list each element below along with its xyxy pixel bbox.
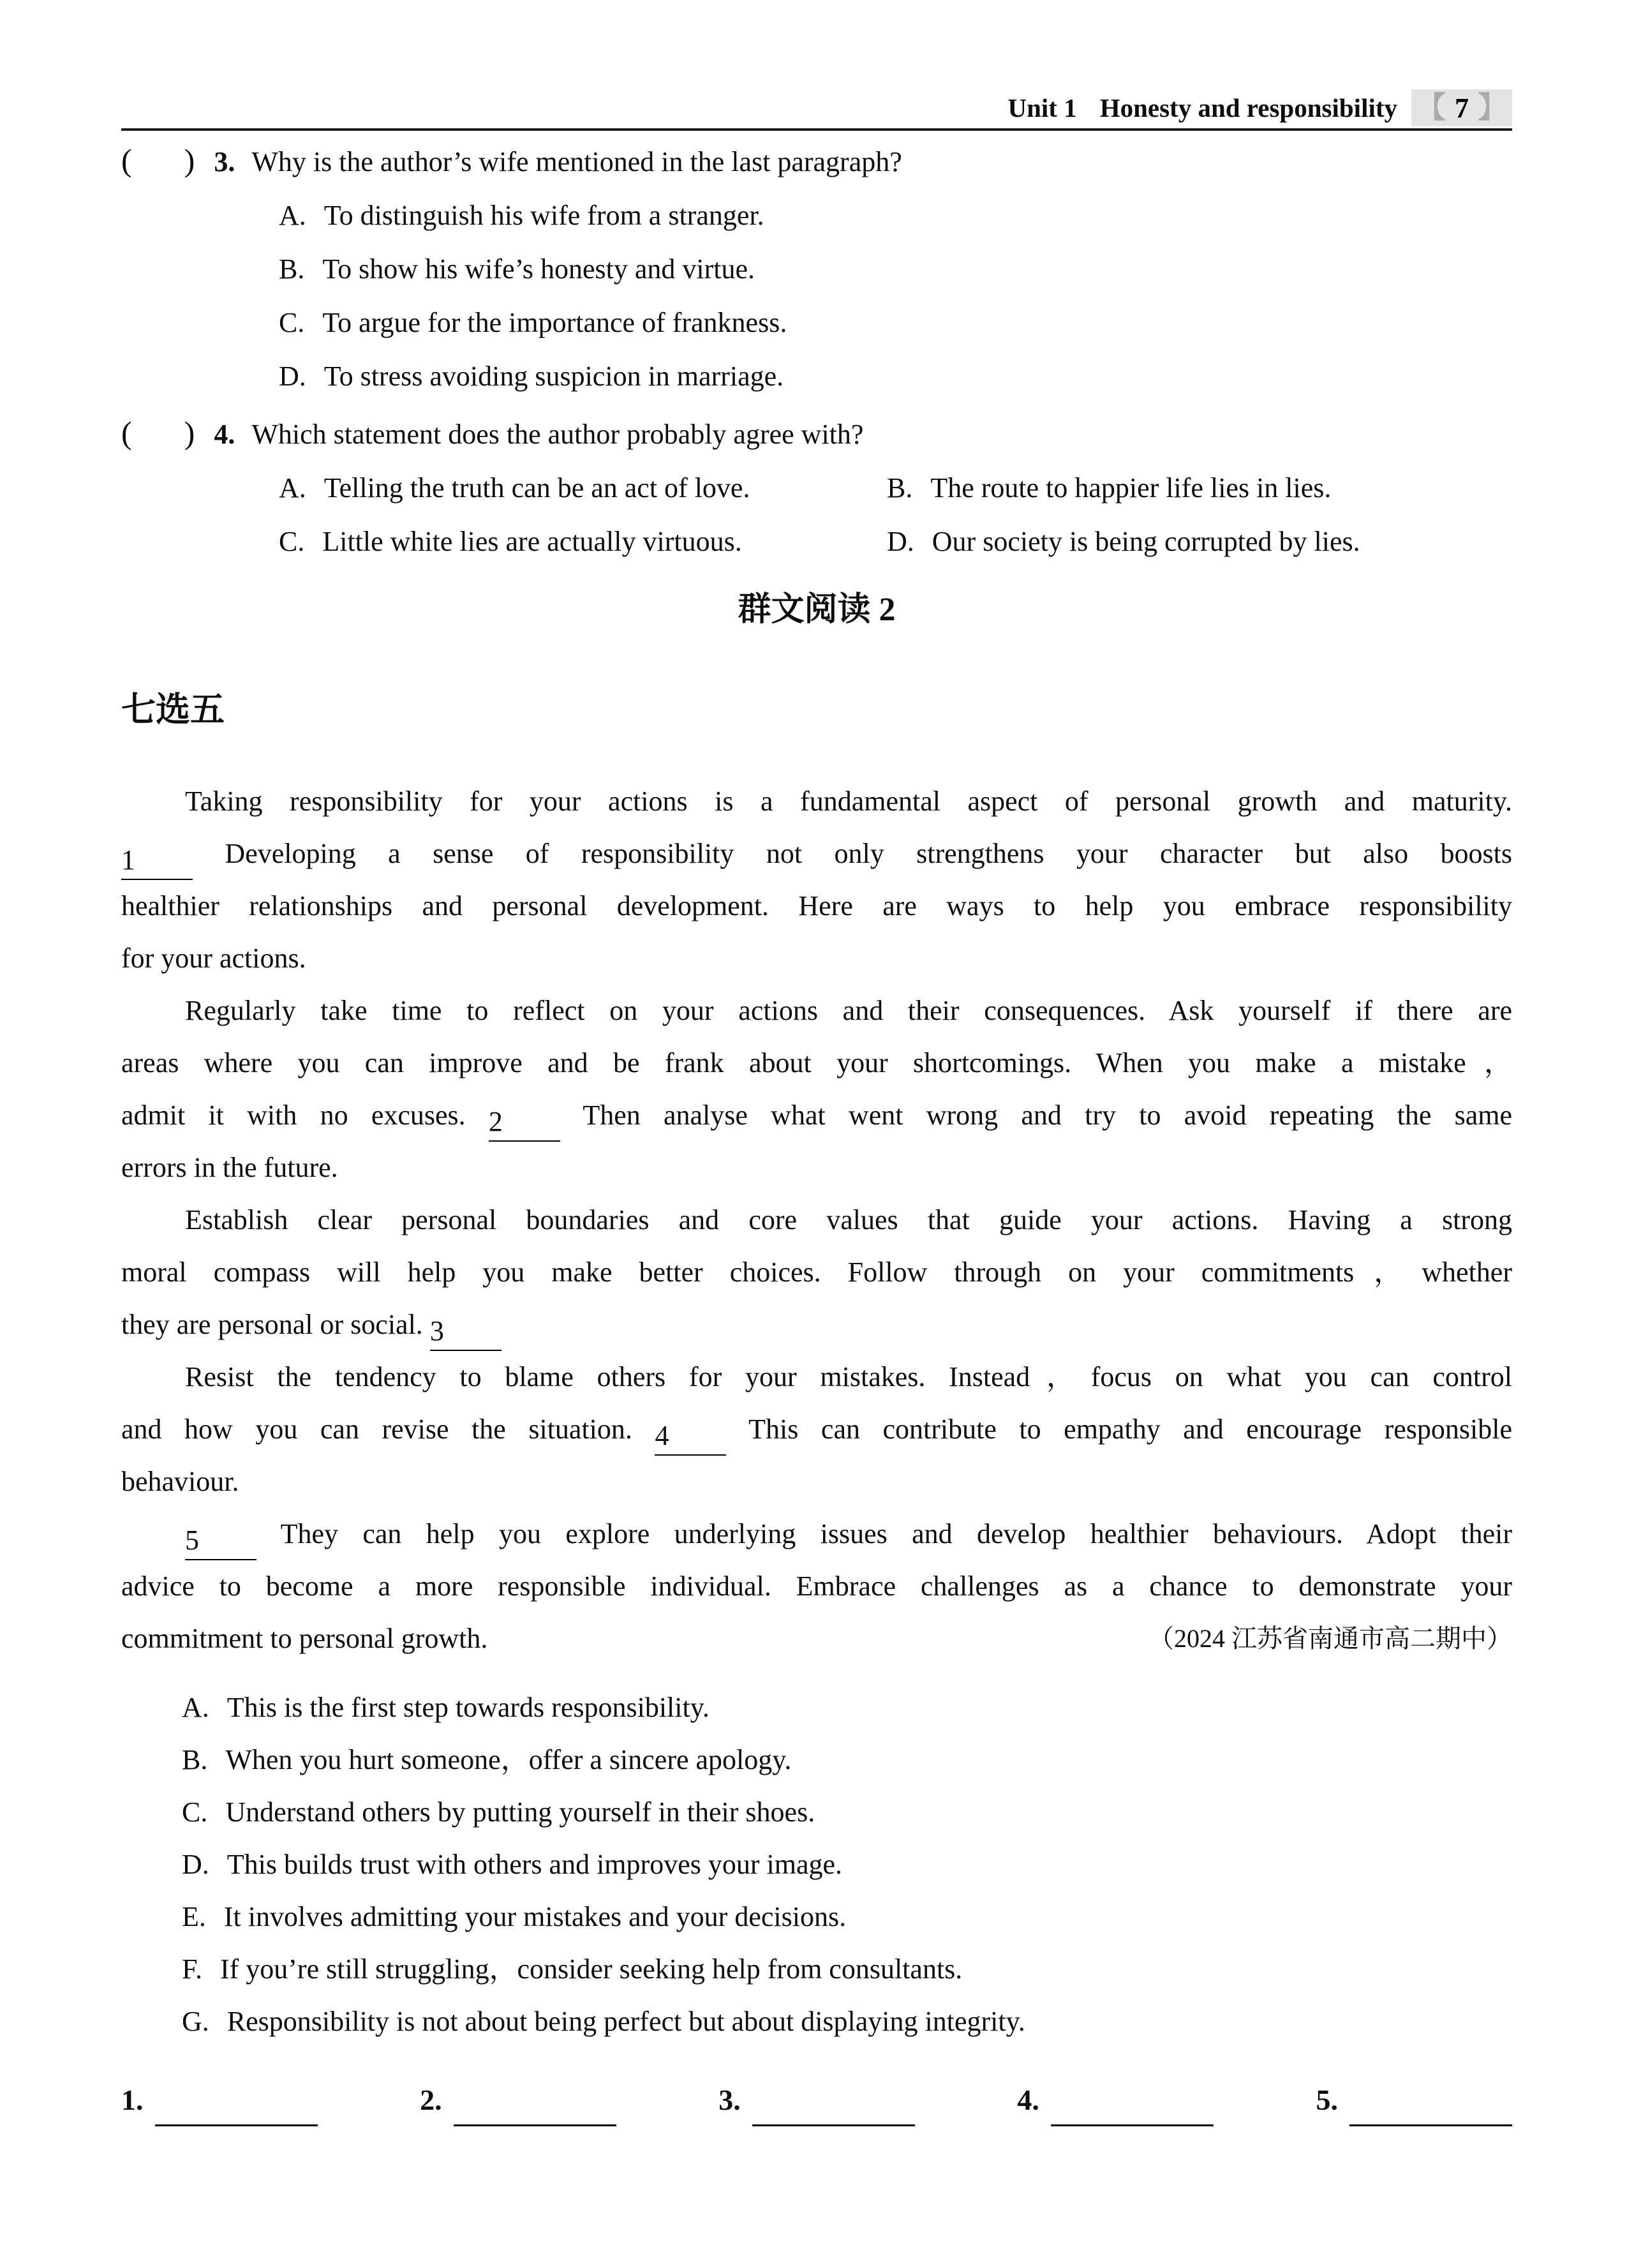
choice-label: F. <box>182 1953 202 1985</box>
option-text: Little white lies are actually virtuous. <box>322 526 742 557</box>
passage-line <box>121 1508 1512 1560</box>
option-label: B. <box>279 253 305 285</box>
option-text: To argue for the importance of frankness. <box>322 307 787 338</box>
answer-item-5 <box>1316 2081 1513 2126</box>
choice-d[interactable] <box>121 1839 1512 1891</box>
reading-passage <box>121 775 1512 1665</box>
passage-line: behaviour. <box>121 1466 239 1497</box>
passage-text: admit it with no excuses. <box>121 1100 466 1131</box>
option-text: The route to happier life lies in lies. <box>930 472 1332 504</box>
passage-line: moral compass will help you make better choices. Follow through on your commitments，whether <box>121 1257 1512 1288</box>
section-heading: 群文阅读 2 <box>738 592 896 628</box>
answer-number: 2. <box>420 2084 442 2116</box>
question-text: Why is the author’s wife mentioned in the last paragraph? <box>251 146 902 177</box>
gap-blank-1[interactable]: 1 <box>121 842 193 880</box>
exam-source-citation: （2024 江苏省南通市高二期中） <box>1148 1624 1512 1653</box>
page-number-badge <box>1411 89 1512 126</box>
choice-text: This is the first step towards responsibility. <box>227 1692 709 1723</box>
passage-line: Establish clear personal boundaries and core values that guide your actions. Having a strong <box>185 1204 1512 1235</box>
passage-text: This can contribute to empathy and encourage responsible <box>748 1414 1512 1445</box>
choice-a[interactable] <box>121 1682 1512 1734</box>
header-rule <box>121 128 1512 131</box>
passage-text: They can help you explore underlying issues and develop healthier behaviours. Adopt their <box>280 1518 1512 1549</box>
passage-last-line <box>121 1613 1512 1665</box>
answer-paren-open: ( <box>121 415 132 451</box>
choice-label: C. <box>182 1796 208 1828</box>
question-3 <box>121 133 1512 403</box>
passage-line <box>121 1403 1512 1456</box>
option-text: To stress avoiding suspicion in marriage. <box>323 361 784 392</box>
answer-blank-3[interactable] <box>752 2096 915 2126</box>
passage-text: and how you can revise the situation. <box>121 1414 632 1445</box>
question-number: 4. <box>214 419 235 450</box>
gap-blank-4[interactable]: 4 <box>655 1417 726 1456</box>
passage-line: Regularly take time to reflect on your actions and their consequences. Ask yourself if there are <box>185 995 1512 1026</box>
answer-item-3 <box>718 2081 915 2126</box>
choice-label: E. <box>182 1901 206 1932</box>
q4-option-row-1 <box>121 461 1512 515</box>
passage-line <box>121 1089 1512 1142</box>
question-3-stem <box>121 133 1512 189</box>
answer-item-1 <box>121 2081 318 2126</box>
passage-line: areas where you can improve and be frank about your shortcomings. When you make a mistake， <box>121 1047 1512 1078</box>
q3-option-b[interactable] <box>121 242 1512 296</box>
gap-blank-2[interactable]: 2 <box>489 1103 560 1142</box>
choice-g[interactable] <box>121 1996 1512 2048</box>
choice-text: This builds trust with others and improves your image. <box>227 1849 842 1880</box>
subsection-heading: 七选五 <box>121 690 225 729</box>
page-header <box>121 89 1512 126</box>
q4-option-c[interactable] <box>279 515 887 569</box>
choice-f[interactable] <box>121 1943 1512 1996</box>
q4-option-a[interactable] <box>279 461 887 515</box>
question-4 <box>121 406 1512 569</box>
option-label: D. <box>887 526 914 557</box>
choice-list <box>121 1682 1512 2048</box>
question-number: 3. <box>214 146 235 177</box>
choice-text: It involves admitting your mistakes and your decisions. <box>223 1901 847 1932</box>
option-text: To show his wife’s honesty and virtue. <box>322 253 755 285</box>
passage-text: they are personal or social. <box>121 1309 423 1340</box>
unit-title: Honesty and responsibility <box>1099 93 1397 123</box>
choice-text: When you hurt someone，offer a sincere apology. <box>225 1744 792 1775</box>
passage-line: for your actions. <box>121 943 306 974</box>
choice-text: Understand others by putting yourself in their shoes. <box>225 1796 815 1828</box>
question-text: Which statement does the author probably agree with? <box>251 419 864 450</box>
page-number: 7 <box>1455 92 1469 124</box>
answer-number: 1. <box>121 2084 144 2116</box>
choice-label: B. <box>182 1744 208 1775</box>
option-text: Our society is being corrupted by lies. <box>932 526 1360 557</box>
badge-right-bracket: 】 <box>1478 91 1507 124</box>
choice-e[interactable] <box>121 1891 1512 1943</box>
answer-paren-open: ( <box>121 142 132 178</box>
gap-blank-3[interactable]: 3 <box>430 1313 501 1351</box>
choice-text: Responsibility is not about being perfect but about displaying integrity. <box>227 2006 1025 2037</box>
choice-label: A. <box>182 1692 209 1723</box>
q3-option-a[interactable] <box>121 189 1512 242</box>
unit-label: Unit 1 <box>1007 93 1077 123</box>
option-label: C. <box>279 307 305 338</box>
option-text: To distinguish his wife from a stranger. <box>323 200 764 231</box>
answer-item-2 <box>420 2081 616 2126</box>
passage-line: advice to become a more responsible individual. Embrace challenges as a chance to demonstrate your <box>121 1570 1512 1602</box>
option-label: A. <box>279 200 306 231</box>
q4-option-b[interactable] <box>887 461 1331 515</box>
passage-line: errors in the future. <box>121 1152 338 1183</box>
option-label: C. <box>279 526 305 557</box>
passage-line: Taking responsibility for your actions is a fundamental aspect of personal growth and maturity. <box>185 786 1512 817</box>
answer-blank-5[interactable] <box>1349 2096 1512 2126</box>
badge-left-bracket: 【 <box>1416 91 1446 124</box>
passage-line: healthier relationships and personal development. Here are ways to help you embrace responsibility <box>121 890 1512 921</box>
passage-line: Resist the tendency to blame others for your mistakes. Instead，focus on what you can control <box>185 1361 1512 1392</box>
choice-b[interactable] <box>121 1734 1512 1786</box>
passage-line <box>121 828 1512 880</box>
answer-number: 5. <box>1316 2084 1338 2116</box>
passage-text: Developing a sense of responsibility not only strengthens your character but also boosts <box>225 838 1512 869</box>
q3-option-c[interactable] <box>121 296 1512 350</box>
passage-line <box>121 1299 1512 1351</box>
choice-label: D. <box>182 1849 209 1880</box>
gap-blank-5[interactable]: 5 <box>185 1522 256 1560</box>
q3-option-d[interactable] <box>121 350 1512 403</box>
question-4-stem <box>121 406 1512 461</box>
answer-paren-close: ) <box>184 415 195 451</box>
q4-option-row-2 <box>121 515 1512 569</box>
header-title <box>1007 93 1397 123</box>
option-label: A. <box>279 472 306 504</box>
answer-row <box>121 2081 1512 2126</box>
option-label: D. <box>279 361 306 392</box>
passage-text: commitment to personal growth. <box>121 1623 488 1654</box>
answer-blank-4[interactable] <box>1051 2096 1214 2126</box>
answer-blank-1[interactable] <box>155 2096 318 2126</box>
choice-c[interactable] <box>121 1786 1512 1839</box>
answer-number: 3. <box>718 2084 741 2116</box>
choice-label: G. <box>182 2006 209 2037</box>
q4-option-d[interactable] <box>887 515 1360 569</box>
passage-text: Then analyse what went wrong and try to avoid repeating the same <box>583 1100 1512 1131</box>
option-text: Telling the truth can be an act of love. <box>323 472 750 504</box>
answer-blank-2[interactable] <box>454 2096 616 2126</box>
answer-number: 4. <box>1017 2084 1039 2116</box>
answer-paren-close: ) <box>184 142 195 178</box>
choice-text: If you’re still struggling，consider seeking help from consultants. <box>219 1953 963 1985</box>
option-label: B. <box>887 472 913 504</box>
answer-item-4 <box>1017 2081 1214 2126</box>
